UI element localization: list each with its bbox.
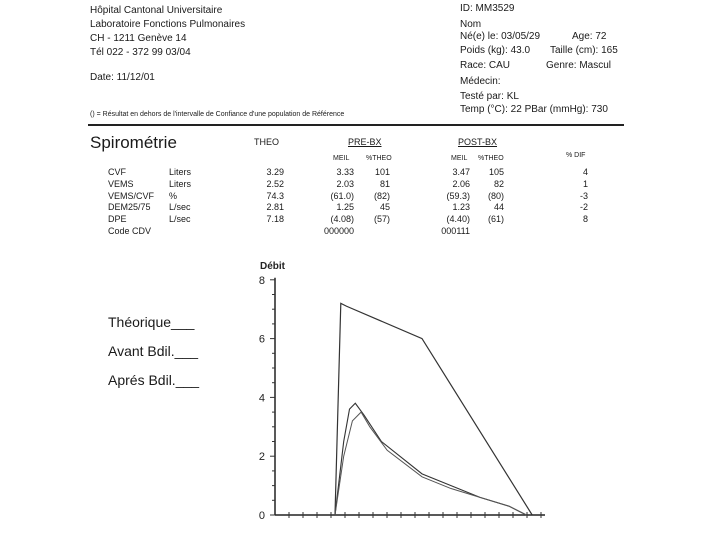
patient-name-label: Nom <box>460 19 482 30</box>
pre-theo-header: %THEO <box>366 155 392 162</box>
tested-by: Testé par: KL <box>460 91 519 102</box>
table-cell-pre-pct: 45 <box>379 202 390 213</box>
y-tick-label: 8 <box>258 274 265 287</box>
table-cell-name: VEMS/CVF <box>108 190 155 201</box>
table-cell-pre-meil: (4.08) <box>330 214 354 225</box>
patient-id: ID: MM3529 <box>460 3 515 14</box>
legend-theorique: Théorique___ <box>108 314 195 330</box>
address: CH - 1211 Genève 14 <box>90 33 187 44</box>
table-cell-theo: 2.52 <box>266 178 284 189</box>
section-title: Spirométrie <box>90 133 177 152</box>
table-cell-pre-meil: 000000 <box>323 226 354 236</box>
table-cell-post-meil: 3.47 <box>452 167 470 177</box>
table-cell-name: DEM25/75 <box>108 202 151 213</box>
table-cell-pre-pct: (57) <box>373 214 390 225</box>
table-cell-dif: -3 <box>579 190 588 201</box>
table-cell-name: CVF <box>108 167 126 177</box>
post-theo-header: %THEO <box>478 155 504 162</box>
series-apres-line <box>335 412 526 515</box>
table-cell-dif: 1 <box>582 178 588 189</box>
confidence-note: () = Résultat en dehors de l'intervalle de Confiance d'une population de Référence <box>90 111 345 118</box>
table-cell-post-pct: (61) <box>487 214 504 225</box>
temperature-pressure: Temp (°C): 22 PBar (mmHg): 730 <box>460 104 608 115</box>
table-cell-post-meil: 1.23 <box>452 202 470 213</box>
race: Race: CAU <box>460 60 511 71</box>
table-cell-unit: Liters <box>169 178 192 189</box>
table-cell-post-meil: (4.40) <box>446 214 470 225</box>
legend-apres: Aprés Bdil.___ <box>108 372 200 388</box>
table-cell-unit: L/sec <box>169 202 191 213</box>
pre-meil-header: MEIL <box>333 155 350 162</box>
table-cell-pre-meil: 3.33 <box>336 167 354 177</box>
table-cell-pre-pct: 81 <box>379 178 390 189</box>
y-tick-label: 0 <box>258 510 265 522</box>
series-theorique-line <box>335 303 532 515</box>
height: Taille (cm): 165 <box>550 45 618 56</box>
y-tick-label: 4 <box>258 392 265 405</box>
table-cell-pre-meil: 1.25 <box>336 202 354 213</box>
table-cell-post-pct: 82 <box>493 178 504 189</box>
table-cell-name: Code CDV <box>108 226 152 236</box>
table-cell-theo: 7.18 <box>266 214 284 225</box>
table-cell-unit: % <box>169 190 178 201</box>
col-post-header: POST-BX <box>458 137 498 147</box>
table-cell-post-pct: (80) <box>487 190 504 201</box>
lab-name: Laboratoire Fonctions Pulmonaires <box>90 19 246 30</box>
post-meil-header: MEIL <box>451 155 468 162</box>
table-cell-post-meil: 2.06 <box>452 178 470 189</box>
table-cell-name: VEMS <box>108 178 134 189</box>
table-cell-name: DPE <box>108 214 127 225</box>
table-cell-dif: 4 <box>582 167 588 177</box>
table-cell-theo: 3.29 <box>266 167 284 177</box>
table-cell-dif: -2 <box>579 202 588 213</box>
report-date: Date: 11/12/01 <box>90 72 155 83</box>
table-cell-theo: 2.81 <box>266 202 284 213</box>
table-cell-unit: L/sec <box>169 214 191 225</box>
age: Age: 72 <box>572 31 607 42</box>
y-tick-label: 6 <box>258 333 265 346</box>
y-tick-label: 2 <box>258 451 265 464</box>
table-cell-pre-meil: 2.03 <box>336 178 354 189</box>
table-cell-pre-pct: (82) <box>373 190 390 201</box>
legend-avant: Avant Bdil.___ <box>108 343 199 359</box>
col-theo-header: THEO <box>254 137 280 147</box>
table-cell-unit: Liters <box>169 167 192 177</box>
table-cell-pre-pct: 101 <box>374 167 390 177</box>
y-axis-label: Débit <box>260 260 285 272</box>
table-cell-post-pct: 105 <box>488 167 504 177</box>
birth-date: Né(e) le: 03/05/29 <box>460 31 541 42</box>
weight: Poids (kg): 43.0 <box>460 45 531 56</box>
table-cell-post-meil: (59.3) <box>446 190 470 201</box>
col-dif-header: % DIF <box>566 152 586 159</box>
phone: Tél 022 - 372 99 03/04 <box>90 47 191 58</box>
table-cell-post-pct: 44 <box>493 202 504 213</box>
gender: Genre: Mascul <box>546 60 612 71</box>
table-cell-pre-meil: (61.0) <box>330 190 354 201</box>
table-cell-dif: 8 <box>582 214 588 225</box>
doctor: Médecin: <box>460 76 501 87</box>
table-cell-theo: 74.3 <box>266 190 284 201</box>
table-cell-post-meil: 000111 <box>441 226 470 236</box>
col-pre-header: PRE-BX <box>348 137 382 147</box>
hospital-name: Hôpital Cantonal Universitaire <box>90 5 223 16</box>
